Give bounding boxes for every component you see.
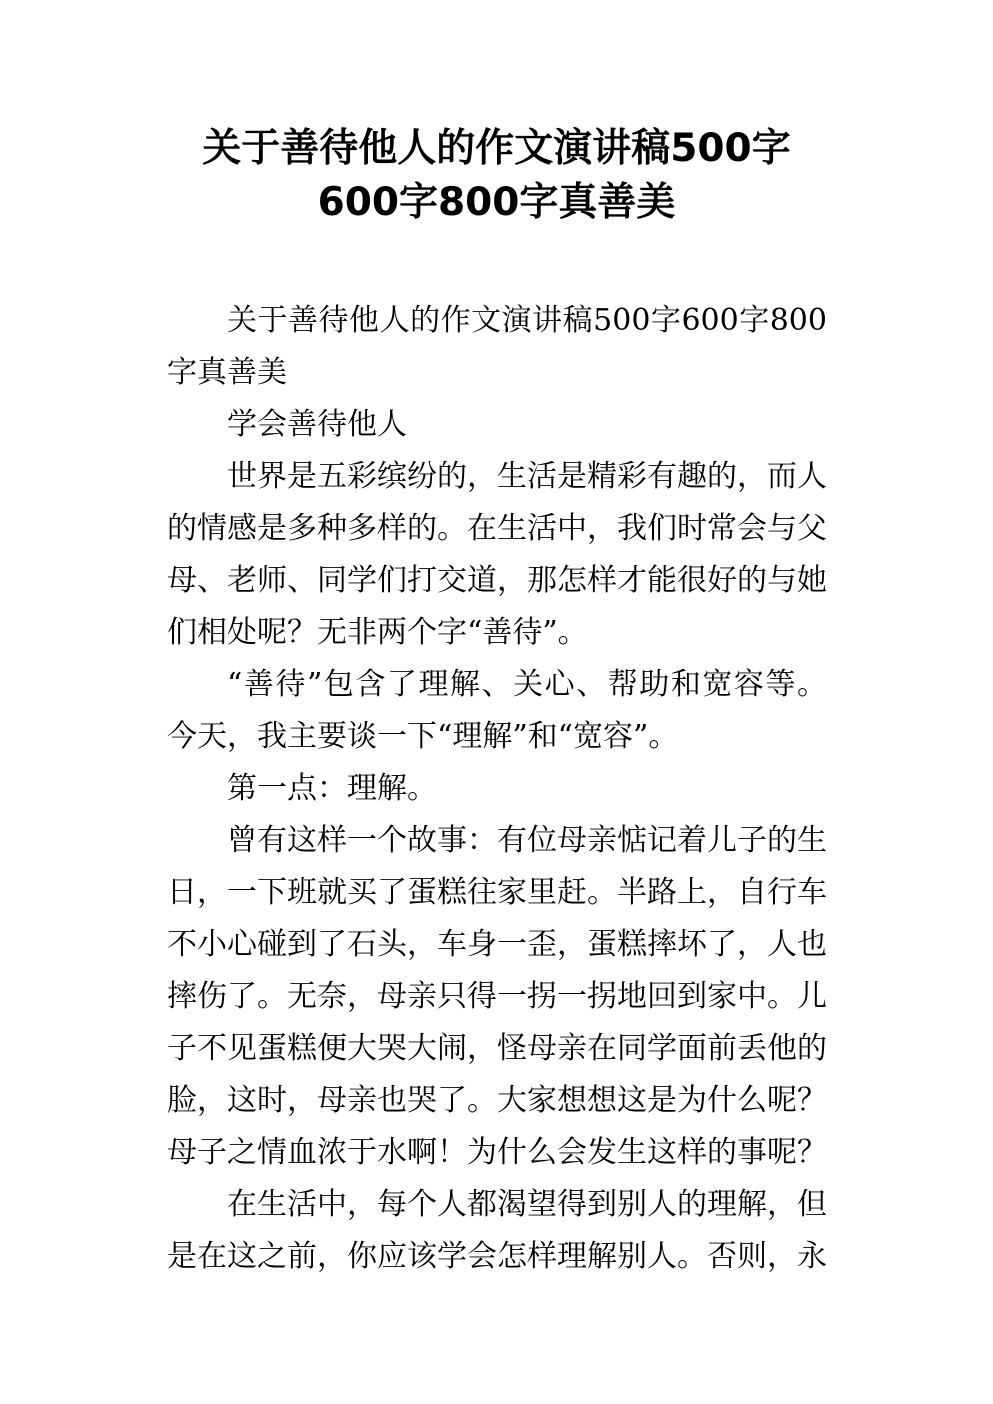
document-title [150,122,843,230]
paragraph-subtitle: 关于善待他人的作文演讲稿500字600字800字真善美 [167,303,827,390]
paragraph: 第一点：理解。 [227,771,437,806]
paragraph: 在生活中，每个人都渴望得到别人的理解，但是在这之前，你应该学会怎样理解别人。否则，永 [167,1187,827,1274]
title-line-1: 关于善待他人的作文演讲稿500字 [202,126,791,171]
paragraph: “善待”包含了理解、关心、帮助和宽容等。今天，我主要谈一下“理解”和“宽容”。 [167,667,827,754]
document-body [167,295,827,1283]
paragraph: 世界是五彩缤纷的，生活是精彩有趣的，而人的情感是多种多样的。在生活中，我们时常会与父母、老师、同学们打交道，那怎样才能很好的与她们相处呢？无非两个字“善待”。 [167,459,827,650]
title-line-2: 600字800字真善美 [317,180,676,225]
paragraph: 曾有这样一个故事：有位母亲惦记着儿子的生日，一下班就买了蛋糕往家里赶。半路上，自行车不小心碰到了石头，车身一歪，蛋糕摔坏了，人也摔伤了。无奈，母亲只得一拐一拐地回到家中。儿子不见蛋糕便大哭大闹，怪母亲在同学面前丢他的脸，这时，母亲也哭了。大家想想这是为什么呢？母子之情血浓于水啊！为什么会发生这样的事呢？ [167,823,827,1170]
paragraph-heading: 学会善待他人 [227,407,407,442]
